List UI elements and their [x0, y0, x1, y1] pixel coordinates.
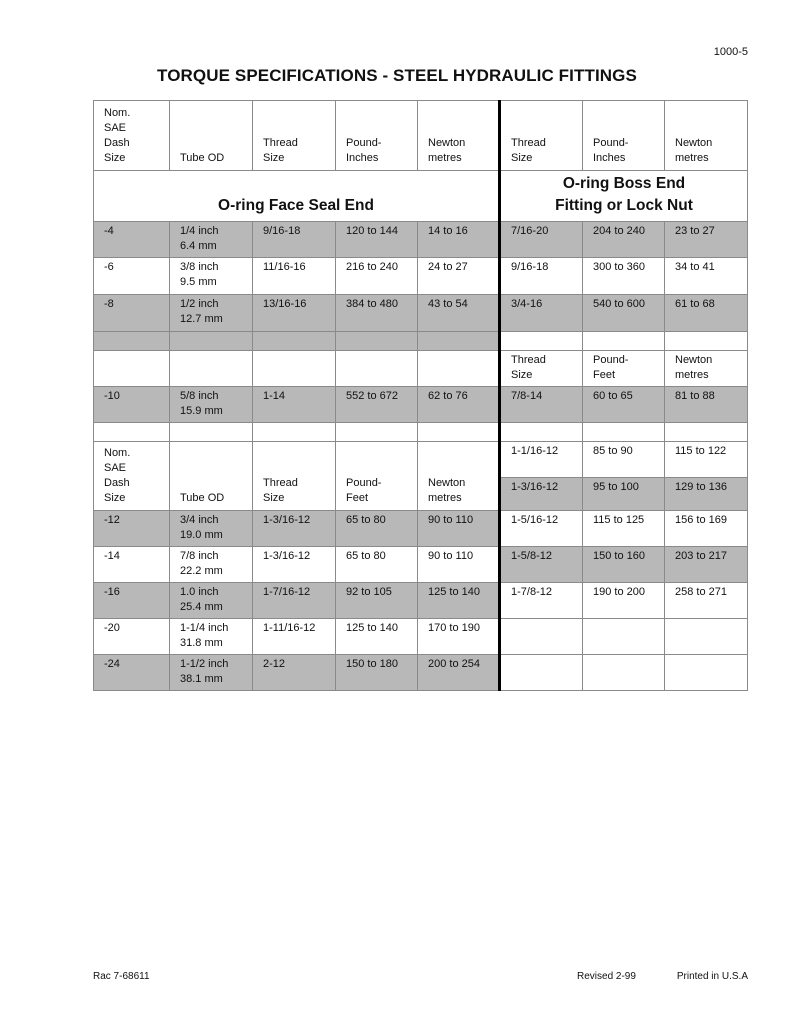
- table-row: [94, 547, 748, 583]
- boss-thread-cell: 1-5/16-12: [500, 511, 583, 547]
- blank-cell: [418, 351, 500, 387]
- newton-metres-cell: 62 to 76: [418, 387, 500, 423]
- header-boss-thread-size: Thread Size: [500, 101, 583, 171]
- table-row: [94, 258, 748, 295]
- blank-cell: [336, 351, 418, 387]
- header-tube-od: Tube OD: [170, 101, 253, 171]
- thread-size-cell: 1-11/16-12: [253, 619, 336, 655]
- table-row: [94, 619, 748, 655]
- newton-metres-cell: 14 to 16: [418, 222, 500, 258]
- footer-document-number: Rac 7-68611: [93, 971, 150, 982]
- page-number: 1000-5: [713, 46, 748, 58]
- spacer-cell: [418, 423, 500, 442]
- tube-od-cell: 1-1/4 inch 31.8 mm: [170, 619, 253, 655]
- boss-thread-cell: 1-7/8-12: [500, 583, 583, 619]
- boss-pound-feet-cell: 190 to 200: [583, 583, 665, 619]
- pound-inches-cell: 552 to 672: [336, 387, 418, 423]
- dash-size-cell: -16: [94, 583, 170, 619]
- pound-feet-cell: 92 to 105: [336, 583, 418, 619]
- thread-size-cell: 1-14: [253, 387, 336, 423]
- boss-thread-cell: 9/16-18: [500, 258, 583, 295]
- table-header-row: [94, 101, 748, 171]
- thread-size-cell: 9/16-18: [253, 222, 336, 258]
- boss-pound-inches-cell: 204 to 240: [583, 222, 665, 258]
- newton-metres-cell: 90 to 110: [418, 547, 500, 583]
- tube-od-cell: 1.0 inch 25.4 mm: [170, 583, 253, 619]
- lower-header-row: [94, 442, 748, 478]
- dash-size-cell: -12: [94, 511, 170, 547]
- header-pound-inches: Pound- Inches: [336, 101, 418, 171]
- section-title-row: [94, 171, 748, 222]
- pound-feet-cell: 150 to 180: [336, 655, 418, 691]
- boss-thread-cell: 3/4-16: [500, 295, 583, 332]
- blank-cell: [253, 351, 336, 387]
- boss-thread-cell: 7/16-20: [500, 222, 583, 258]
- header-boss-pound-inches: Pound- Inches: [583, 101, 665, 171]
- spacer-cell: [665, 423, 748, 442]
- pound-feet-cell: 65 to 80: [336, 511, 418, 547]
- thread-size-cell: 13/16-16: [253, 295, 336, 332]
- header-newton-metres: Newton metres: [418, 101, 500, 171]
- spacer-cell: [665, 332, 748, 351]
- boss-pound-feet-cell: [583, 655, 665, 691]
- thread-size-cell: 11/16-16: [253, 258, 336, 295]
- newton-metres-cell: 125 to 140: [418, 583, 500, 619]
- boss-newton-metres-cell: 156 to 169: [665, 511, 748, 547]
- torque-table-container: [93, 100, 747, 690]
- spacer-cell: [583, 423, 665, 442]
- pound-feet-cell: 125 to 140: [336, 619, 418, 655]
- tube-od-cell: 1/2 inch 12.7 mm: [170, 295, 253, 332]
- boss-thread-cell: 1-3/16-12: [500, 478, 583, 511]
- dash-size-cell: -14: [94, 547, 170, 583]
- header-thread-size: Thread Size: [253, 101, 336, 171]
- header-thread-size: Thread Size: [253, 442, 336, 511]
- table-row: [94, 511, 748, 547]
- boss-pound-feet-cell: [583, 619, 665, 655]
- spacer-cell: [170, 332, 253, 351]
- newton-metres-cell: 200 to 254: [418, 655, 500, 691]
- section-boss-end: O-ring Boss End Fitting or Lock Nut: [500, 171, 748, 222]
- dash-size-cell: -4: [94, 222, 170, 258]
- spacer-cell: [253, 332, 336, 351]
- newton-metres-cell: 24 to 27: [418, 258, 500, 295]
- header-pound-feet: Pound- Feet: [336, 442, 418, 511]
- subheader-boss-newton-metres: Newton metres: [665, 351, 748, 387]
- tube-od-cell: 1-1/2 inch 38.1 mm: [170, 655, 253, 691]
- table-row: [94, 387, 748, 423]
- spacer-cell: [336, 423, 418, 442]
- boss-pound-feet-cell: 60 to 65: [583, 387, 665, 423]
- thread-size-cell: 1-7/16-12: [253, 583, 336, 619]
- tube-od-cell: 3/8 inch 9.5 mm: [170, 258, 253, 295]
- boss-pound-inches-cell: 300 to 360: [583, 258, 665, 295]
- spacer-cell: [94, 423, 170, 442]
- tube-od-cell: 1/4 inch 6.4 mm: [170, 222, 253, 258]
- spacer-cell: [253, 423, 336, 442]
- boss-newton-metres-cell: 34 to 41: [665, 258, 748, 295]
- spacer-cell: [94, 332, 170, 351]
- tube-od-cell: 5/8 inch 15.9 mm: [170, 387, 253, 423]
- boss-newton-metres-cell: 115 to 122: [665, 442, 748, 478]
- spacer-row: [94, 423, 748, 442]
- boss-pound-feet-cell: 115 to 125: [583, 511, 665, 547]
- header-boss-newton-metres: Newton metres: [665, 101, 748, 171]
- table-row: [94, 655, 748, 691]
- spacer-cell: [583, 332, 665, 351]
- spacer-cell: [500, 423, 583, 442]
- tube-od-cell: 7/8 inch 22.2 mm: [170, 547, 253, 583]
- boss-newton-metres-cell: 81 to 88: [665, 387, 748, 423]
- header-tube-od: Tube OD: [170, 442, 253, 511]
- pound-inches-cell: 384 to 480: [336, 295, 418, 332]
- spacer-row: [94, 332, 748, 351]
- newton-metres-cell: 170 to 190: [418, 619, 500, 655]
- thread-size-cell: 1-3/16-12: [253, 547, 336, 583]
- pound-inches-cell: 216 to 240: [336, 258, 418, 295]
- boss-thread-cell: 1-5/8-12: [500, 547, 583, 583]
- boss-newton-metres-cell: 61 to 68: [665, 295, 748, 332]
- tube-od-cell: 3/4 inch 19.0 mm: [170, 511, 253, 547]
- dash-size-cell: -8: [94, 295, 170, 332]
- spacer-cell: [336, 332, 418, 351]
- boss-newton-metres-cell: 129 to 136: [665, 478, 748, 511]
- dash-size-cell: -24: [94, 655, 170, 691]
- spacer-cell: [418, 332, 500, 351]
- subheader-boss-thread-size: Thread Size: [500, 351, 583, 387]
- newton-metres-cell: 90 to 110: [418, 511, 500, 547]
- newton-metres-cell: 43 to 54: [418, 295, 500, 332]
- dash-size-cell: -10: [94, 387, 170, 423]
- table-row: [94, 583, 748, 619]
- subheader-boss-pound-feet: Pound- Feet: [583, 351, 665, 387]
- pound-feet-cell: 65 to 80: [336, 547, 418, 583]
- boss-subheader-row: [94, 351, 748, 387]
- boss-pound-inches-cell: 540 to 600: [583, 295, 665, 332]
- boss-pound-feet-cell: 85 to 90: [583, 442, 665, 478]
- boss-thread-cell: 7/8-14: [500, 387, 583, 423]
- header-newton-metres: Newton metres: [418, 442, 500, 511]
- blank-cell: [94, 351, 170, 387]
- section-face-seal-end: O-ring Face Seal End: [94, 171, 500, 222]
- boss-newton-metres-cell: 23 to 27: [665, 222, 748, 258]
- thread-size-cell: 2-12: [253, 655, 336, 691]
- table-row: [94, 295, 748, 332]
- boss-pound-feet-cell: 150 to 160: [583, 547, 665, 583]
- blank-cell: [170, 351, 253, 387]
- boss-newton-metres-cell: 203 to 217: [665, 547, 748, 583]
- footer-revised: Revised 2-99: [577, 971, 636, 982]
- boss-newton-metres-cell: [665, 655, 748, 691]
- spacer-cell: [170, 423, 253, 442]
- thread-size-cell: 1-3/16-12: [253, 511, 336, 547]
- footer-printed: Printed in U.S.A: [676, 971, 748, 982]
- boss-newton-metres-cell: [665, 619, 748, 655]
- dash-size-cell: -6: [94, 258, 170, 295]
- boss-newton-metres-cell: 258 to 271: [665, 583, 748, 619]
- pound-inches-cell: 120 to 144: [336, 222, 418, 258]
- header-nom-dash-size: Nom. SAE Dash Size: [94, 101, 170, 171]
- boss-thread-cell: 1-1/16-12: [500, 442, 583, 478]
- dash-size-cell: -20: [94, 619, 170, 655]
- torque-specifications-table: [93, 100, 748, 691]
- boss-pound-feet-cell: 95 to 100: [583, 478, 665, 511]
- spacer-cell: [500, 332, 583, 351]
- boss-thread-cell: [500, 655, 583, 691]
- boss-thread-cell: [500, 619, 583, 655]
- header-nom-dash-size: Nom. SAE Dash Size: [94, 442, 170, 511]
- table-row: [94, 222, 748, 258]
- page-title: TORQUE SPECIFICATIONS - STEEL HYDRAULIC FITTINGS: [157, 66, 637, 85]
